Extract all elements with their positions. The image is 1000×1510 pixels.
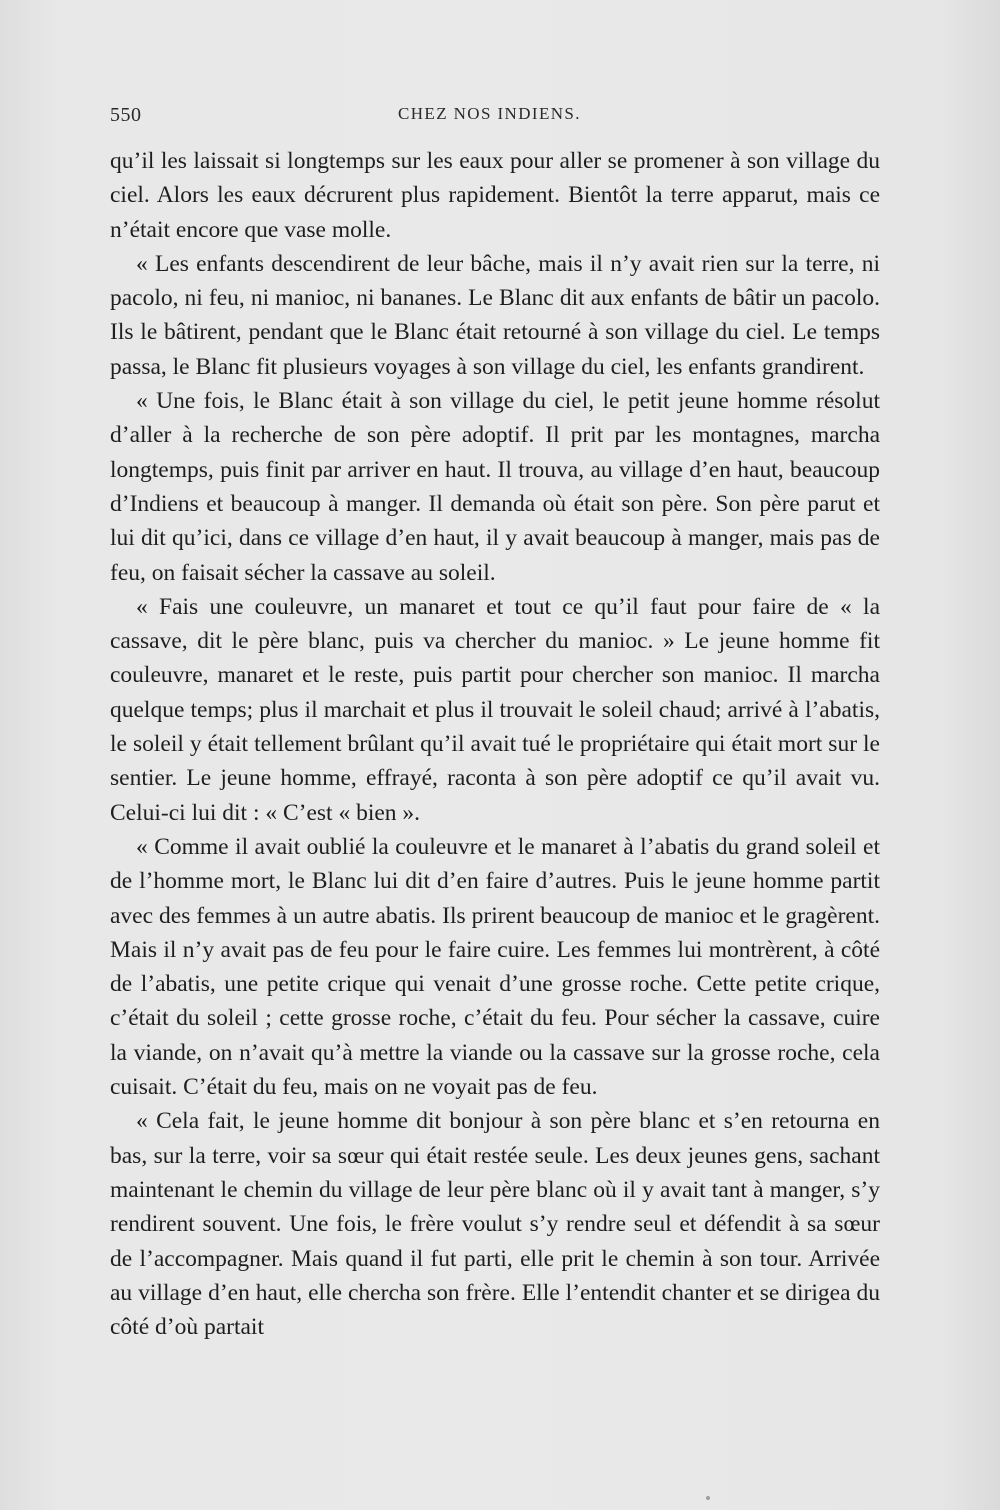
print-speck [706, 1496, 710, 1500]
running-title: CHEZ NOS INDIENS. [398, 104, 581, 123]
body-text [110, 144, 880, 1344]
paragraph: « Cela fait, le jeune homme dit bonjour à son père blanc et s’en retourna en bas, sur la terre, voir sa sœur qui était restée seule. Les deux jeunes gens, sachant maintenant le chemin du village de leur père blanc où il y avait tant à manger, s’y rendirent souvent. Une fois, le frère voulut s’y rendre seul et défendit à sa sœur de l’accompagner. Mais quand il fut parti, elle prit le chemin à son tour. Arrivée au village d’en haut, elle chercha son frère. Elle l’entendit chanter et se dirigea du côté d’où partait [110, 1108, 880, 1341]
paragraph: « Comme il avait oublié la couleuvre et le manaret à l’abatis du grand soleil et de l’homme mort, le Blanc lui dit d’en faire d’autres. Puis le jeune homme partit avec des femmes à un autre abatis. Ils prirent beaucoup de manioc et le gragèrent. Mais il n’y avait pas de feu pour le faire cuire. Les femmes lui montrèrent, à côté de l’abatis, une petite crique qui venait d’une grosse roche. Cette petite crique, c’était du soleil ; cette grosse roche, c’était du feu. Pour sécher la cassave, cuire la viande, on n’avait qu’à mettre la viande ou la cassave sur la grosse roche, cela cuisait. C’était du feu, mais on ne voyait pas de feu. [110, 833, 880, 1101]
running-head [110, 104, 880, 134]
page-number: 550 [110, 104, 142, 126]
paragraph: « Une fois, le Blanc était à son village du ciel, le petit jeune homme résolut d’aller à la recherche de son père adoptif. Il prit par les montagnes, marcha longtemps, puis finit par arriver en haut. Il trouva, au village d’en haut, beaucoup d’Indiens et beaucoup à manger. Il demanda où était son père. Son père parut et lui dit qu’ici, dans ce village d’en haut, il y avait beaucoup à manger, mais pas de feu, on faisait sécher la cassave au soleil. [110, 388, 880, 586]
paragraph: qu’il les laissait si longtemps sur les eaux pour aller se promener à son village du ciel. Alors les eaux décrurent plus rapidement. Bientôt la terre apparut, mais ce n’était encore que vase molle. [110, 148, 880, 243]
paragraph: « Fais une couleuvre, un manaret et tout ce qu’il faut pour faire de « la cassave, dit le père blanc, puis va chercher du manioc. » Le jeune homme fit couleuvre, manaret et le reste, puis partit pour chercher son manioc. Il marcha quelque temps; plus il marchait et plus il trouvait le soleil chaud; arrivé à l’abatis, le soleil y était tellement brûlant qu’il avait tué le propriétaire qui était mort sur le sentier. Le jeune homme, effrayé, raconta à son père adoptif ce qu’il avait vu. Celui-ci lui dit : « C’est « bien ». [110, 593, 880, 826]
paragraph: « Les enfants descendirent de leur bâche, mais il n’y avait rien sur la terre, ni pacolo, ni feu, ni manioc, ni bananes. Le Blanc dit aux enfants de bâtir un pacolo. Ils le bâtirent, pendant que le Blanc était retourné à son village du ciel. Le temps passa, le Blanc fit plusieurs voyages à son village du ciel, les enfants grandirent. [110, 250, 880, 380]
